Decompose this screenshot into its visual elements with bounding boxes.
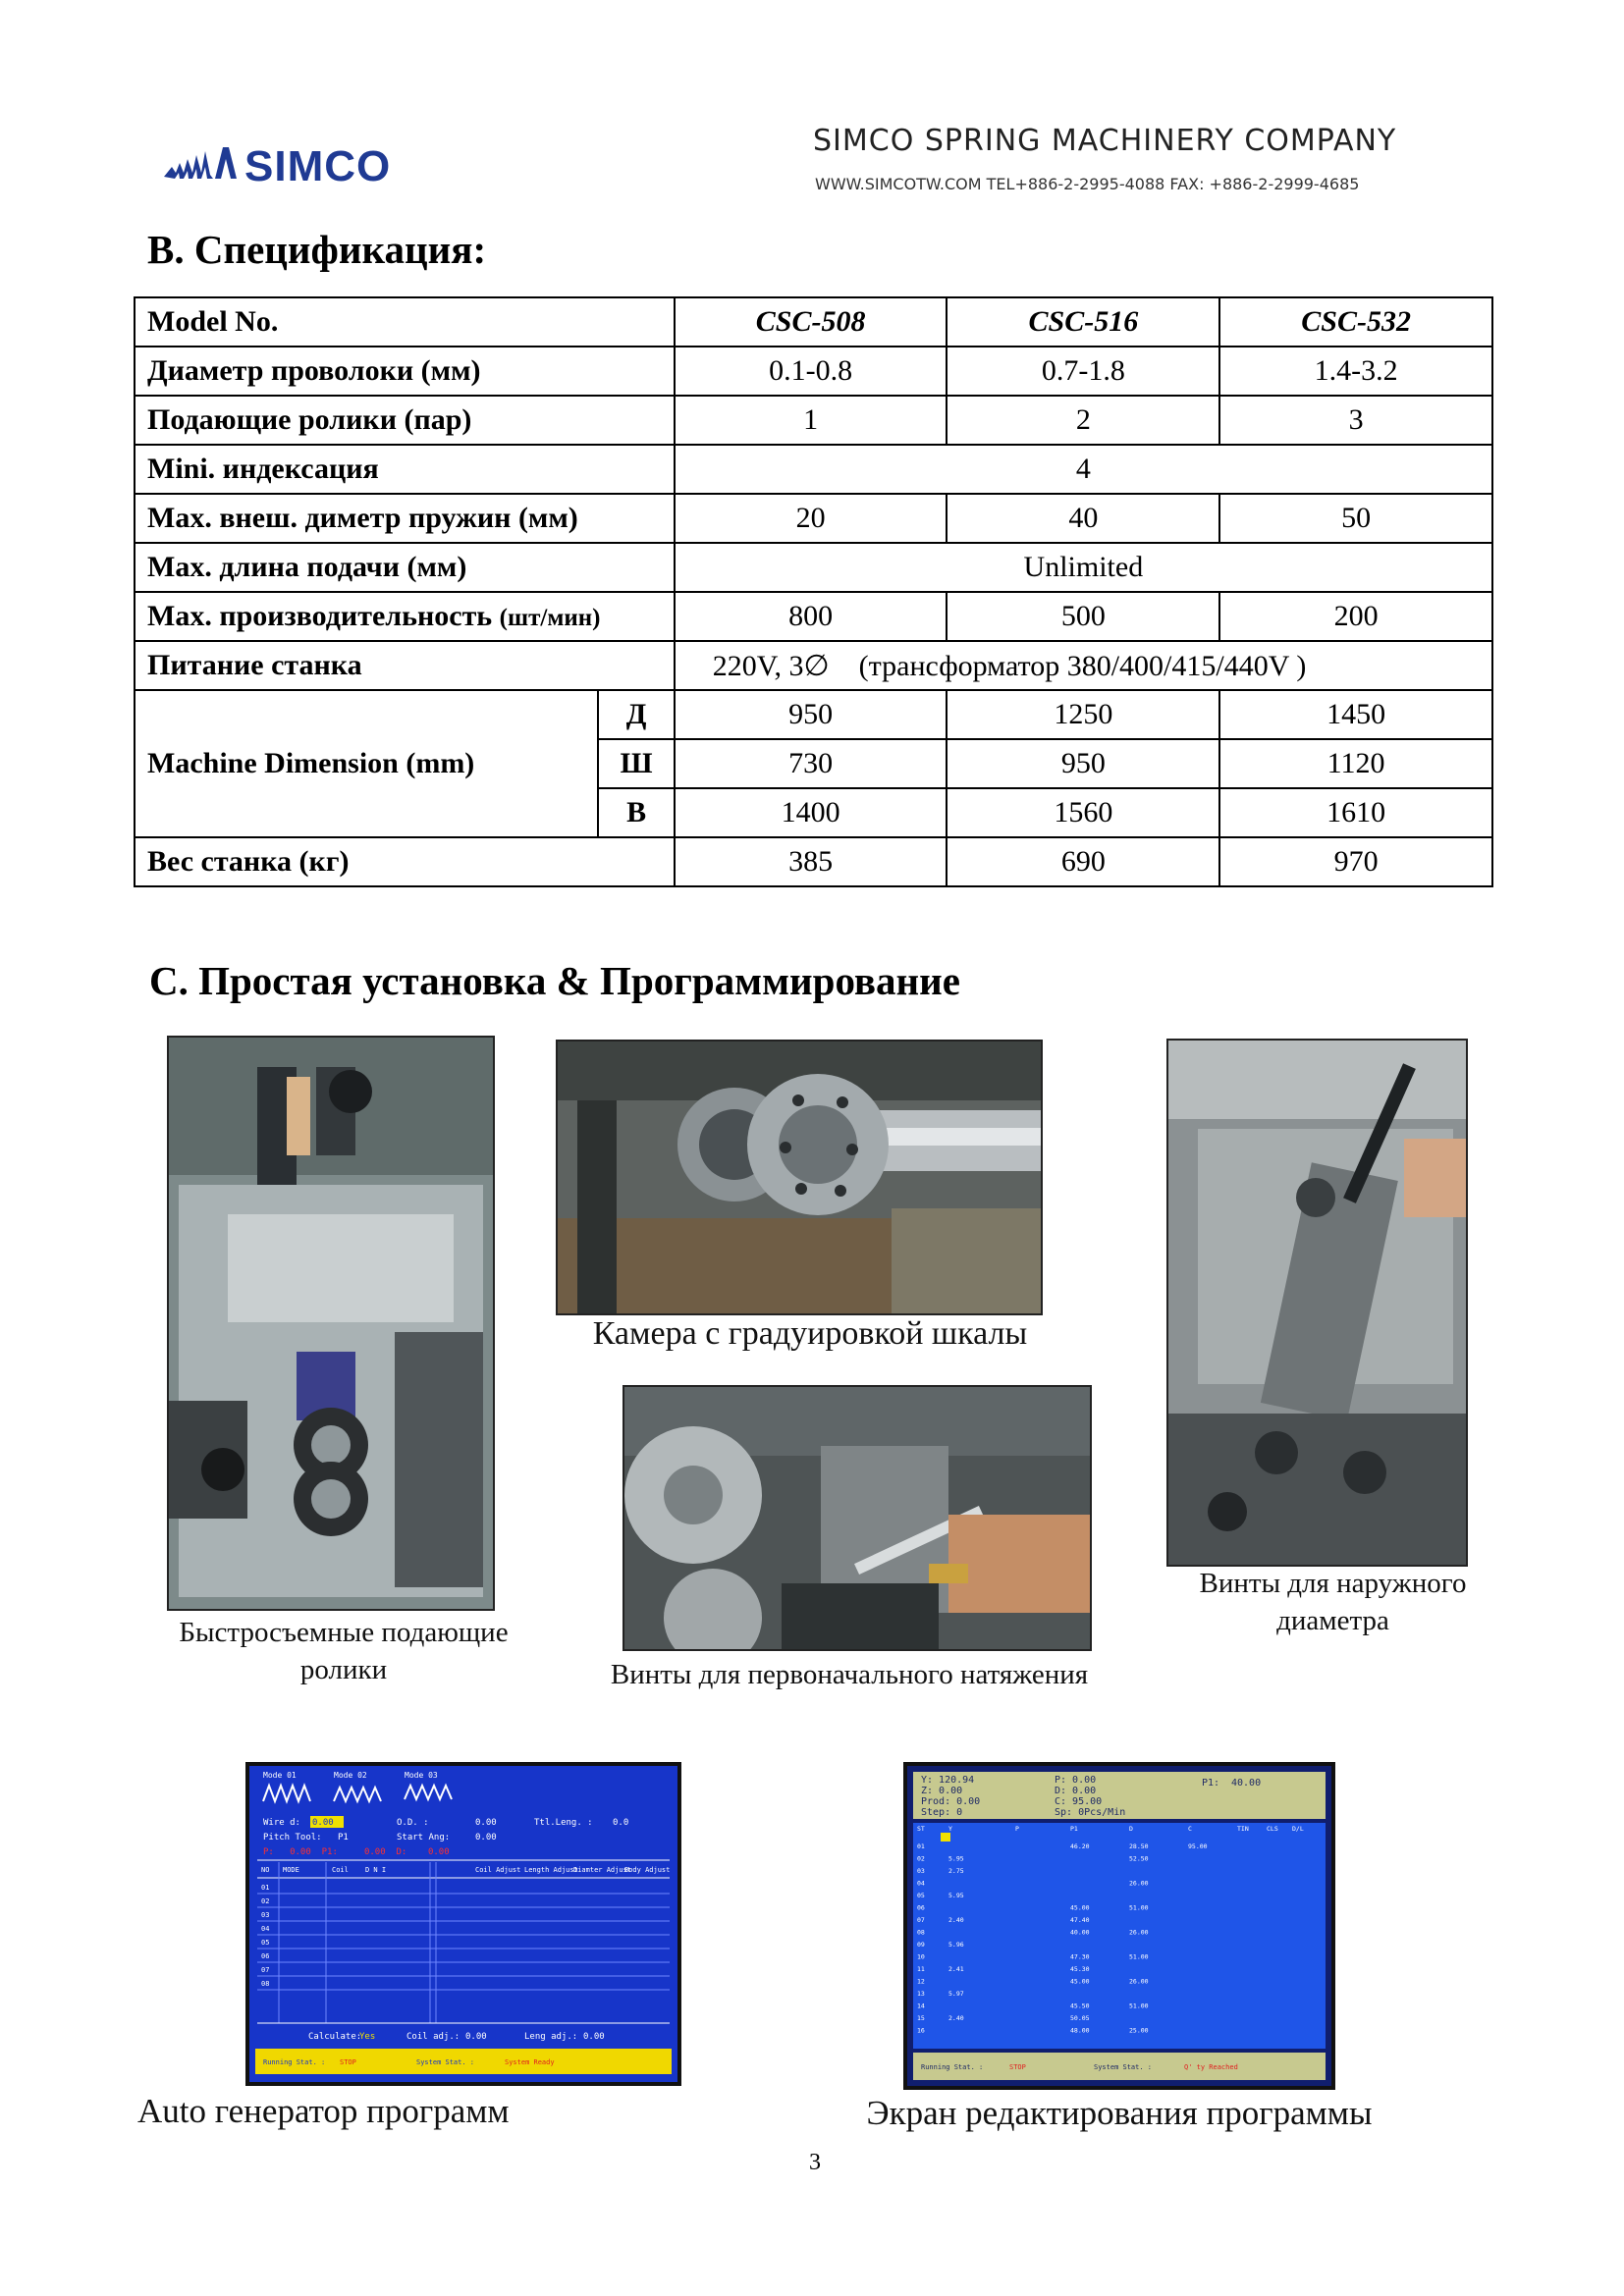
table-cell: 950 [675, 690, 947, 739]
step-number: 03 [917, 1867, 925, 1875]
step-value: 2.40 [948, 2014, 964, 2022]
coil-adj-value: 0.00 [465, 2032, 487, 2042]
ttl-label: Ttl.Leng. : [534, 1818, 593, 1828]
row-label: Max. длина подачи (мм) [135, 543, 675, 592]
system-status-value: Q' ty Reached [1184, 2063, 1238, 2071]
step-value: 5.97 [948, 1990, 964, 1998]
pitch-value: P1 [338, 1833, 349, 1842]
table-cell: 3 [1219, 396, 1492, 445]
step-number: 11 [917, 1965, 925, 1973]
dimension-axis: В [598, 788, 674, 837]
table-cell-merged: 220V, 3∅ (трансформатор 380/400/415/440V ) [675, 641, 1492, 690]
page-number: 3 [809, 2150, 821, 2175]
column-header: Diamter Adjust [573, 1866, 632, 1874]
table-cell: 1450 [1219, 690, 1492, 739]
step-number: 10 [917, 1952, 925, 1961]
step-value: 52.50 [1129, 1854, 1149, 1863]
step-value: 45.50 [1070, 2002, 1090, 2010]
step-value: 48.00 [1070, 2026, 1090, 2035]
step-value: 5.95 [948, 1854, 964, 1863]
table-cell: 1120 [1219, 739, 1492, 788]
row-label: Вес станка (кг) [135, 837, 675, 886]
table-cell-merged: 4 [675, 445, 1492, 494]
column-header: D/L [1292, 1825, 1304, 1833]
running-status-label: Running Stat. : [921, 2063, 984, 2071]
step-number: 08 [917, 1928, 925, 1937]
od-value: 0.00 [475, 1818, 497, 1828]
feed-rollers-caption: Быстросъемные подающие ролики [179, 1617, 509, 1685]
axis-readout: D: 0.00 [1055, 1786, 1097, 1796]
column-header: Length Adjust [524, 1866, 578, 1874]
p1-label: P1: [1202, 1778, 1220, 1789]
row-label: Machine Dimension (mm) [135, 690, 598, 837]
column-header: Coil [332, 1866, 349, 1874]
step-number: 04 [917, 1879, 925, 1888]
table-cell: 1610 [1219, 788, 1492, 837]
table-cell: 690 [947, 837, 1219, 886]
table-row [135, 347, 1492, 396]
edit-screen-caption: Экран редактирования программы [866, 2094, 1373, 2132]
table-cell: 970 [1219, 837, 1492, 886]
table-row [135, 837, 1492, 886]
table-cell: 0.7-1.8 [947, 347, 1219, 396]
step-number: 13 [917, 1990, 925, 1998]
od-screws-caption: Винты для наружного диаметра [1199, 1568, 1467, 1636]
table-row [135, 396, 1492, 445]
edit-program-screen [903, 1762, 1335, 2090]
step-value: 46.20 [1070, 1842, 1090, 1850]
row-number: 04 [261, 1925, 270, 1933]
table-row [135, 641, 1492, 690]
row-number: 07 [261, 1966, 270, 1974]
row-label: Max. внеш. диметр пружин (мм) [135, 494, 675, 543]
table-cell: 1 [675, 396, 947, 445]
table-cell: 20 [675, 494, 947, 543]
pos-readout: Step: 0 [921, 1807, 963, 1818]
tension-screws-photo [623, 1385, 1092, 1651]
step-number: 02 [917, 1854, 925, 1863]
step-value: 45.00 [1070, 1977, 1090, 1986]
row-label: Подающие ролики (пар) [135, 396, 675, 445]
wire-label: Wire d: [263, 1818, 300, 1828]
row-number: 05 [261, 1939, 270, 1947]
table-row [135, 445, 1492, 494]
column-header: Y [948, 1825, 952, 1833]
column-header: C [1188, 1825, 1192, 1833]
model-cell: CSC-508 [675, 297, 947, 347]
simco-logo [162, 137, 486, 196]
mode-label: Mode 03 [405, 1771, 438, 1780]
step-value: 5.96 [948, 1941, 964, 1949]
running-status-value: STOP [1009, 2063, 1026, 2071]
system-status-label: System Stat. : [1094, 2063, 1153, 2071]
company-contact: WWW.SIMCOTW.COM TEL+886-2-2995-4088 FAX: +886-2-2999-4685 [815, 175, 1360, 193]
row-label: Mini. индексация [135, 445, 675, 494]
pos-readout: Z: 0.00 [921, 1786, 963, 1796]
step-value: 26.00 [1129, 1928, 1149, 1937]
row-label [135, 592, 675, 641]
logo-text: SIMCO [244, 142, 392, 190]
table-header-row [135, 297, 1492, 347]
column-header: NO [261, 1866, 270, 1874]
start-value: 0.00 [475, 1833, 497, 1842]
auto-generator-screen [245, 1762, 681, 2086]
step-value: 45.00 [1070, 1903, 1090, 1912]
table-cell: 800 [675, 592, 947, 641]
column-header: MODE [283, 1866, 299, 1874]
step-value: 26.00 [1129, 1879, 1149, 1888]
table-cell: 385 [675, 837, 947, 886]
table-cell: 200 [1219, 592, 1492, 641]
row-number: 03 [261, 1911, 270, 1919]
row-number: 02 [261, 1897, 270, 1905]
od-screws-photo [1166, 1039, 1468, 1567]
row-label: Питание станка [135, 641, 675, 690]
p1-value: 40.00 [1231, 1778, 1262, 1789]
table-cell-merged: Unlimited [675, 543, 1492, 592]
step-number: 01 [917, 1842, 925, 1850]
system-status-value: System Ready [505, 2058, 555, 2066]
feed-rollers-photo [167, 1036, 495, 1611]
table-cell: 40 [947, 494, 1219, 543]
column-header: P [1015, 1825, 1019, 1833]
step-value: 50.05 [1070, 2014, 1090, 2022]
column-header: P1 [1070, 1825, 1078, 1833]
step-value: 5.95 [948, 1892, 964, 1899]
model-cell: CSC-532 [1219, 297, 1492, 347]
mode-label: Mode 01 [263, 1771, 297, 1780]
coil-adj-label: Coil adj.: [406, 2032, 460, 2042]
mode-label: Mode 02 [334, 1771, 367, 1780]
table-row [135, 690, 1492, 739]
table-cell: 2 [947, 396, 1219, 445]
red-values-row: P: 0.00 P1: 0.00 D: 0.00 [263, 1847, 450, 1857]
step-value: 2.41 [948, 1965, 964, 1973]
table-cell: 730 [675, 739, 947, 788]
step-number: 16 [917, 2026, 925, 2035]
pitch-label: Pitch Tool: [263, 1833, 322, 1842]
step-value: 26.00 [1129, 1977, 1149, 1986]
row-label: Диаметр проволоки (мм) [135, 347, 675, 396]
step-number: 12 [917, 1977, 925, 1986]
step-value: 51.00 [1129, 1952, 1149, 1961]
leng-adj-value: 0.00 [583, 2032, 605, 2042]
step-value: 95.00 [1188, 1842, 1208, 1850]
step-value: 45.30 [1070, 1965, 1090, 1973]
axis-readout: C: 95.00 [1055, 1796, 1103, 1807]
table-cell: 1560 [947, 788, 1219, 837]
step-value: 2.75 [948, 1867, 964, 1875]
table-row [135, 592, 1492, 641]
step-number: 14 [917, 2002, 925, 2010]
wire-value: 0.00 [312, 1818, 334, 1828]
table-row [135, 494, 1492, 543]
step-value: 40.00 [1070, 1928, 1090, 1937]
column-header: TIN [1237, 1825, 1249, 1833]
table-cell: 950 [947, 739, 1219, 788]
spec-table [134, 296, 1493, 887]
axis-readout: P: 0.00 [1055, 1775, 1097, 1786]
auto-generator-caption: Auto генератор программ [137, 2092, 510, 2130]
row-number: 08 [261, 1980, 270, 1988]
model-label: Model No. [135, 297, 675, 347]
step-number: 06 [917, 1903, 925, 1912]
section-c-title: C. Простая установка & Программирование [149, 958, 961, 1003]
step-number: 05 [917, 1892, 925, 1899]
calc-label: Calculate: [308, 2032, 362, 2042]
company-name: SIMCO SPRING MACHINERY COMPANY [813, 124, 1397, 158]
column-header: ST [917, 1825, 925, 1833]
row-label-suffix: (шт/мин) [499, 605, 601, 631]
system-status-label: System Stat. : [416, 2058, 475, 2066]
simco-logo-graphic [162, 137, 486, 196]
table-cell: 1250 [947, 690, 1219, 739]
step-value: 47.40 [1070, 1916, 1090, 1924]
column-header: D N I [365, 1866, 387, 1874]
running-status-label: Running Stat. : [263, 2058, 326, 2066]
step-value: 28.50 [1129, 1842, 1149, 1850]
step-number: 09 [917, 1941, 925, 1949]
start-label: Start Ang: [397, 1833, 451, 1842]
calc-value: Yes [359, 2032, 376, 2042]
row-number: 01 [261, 1884, 270, 1892]
column-header: Body Adjust [624, 1866, 671, 1874]
column-header: CLS [1267, 1825, 1278, 1833]
camera-photo [556, 1040, 1043, 1315]
table-cell: 0.1-0.8 [675, 347, 947, 396]
step-number: 15 [917, 2014, 925, 2022]
step-value: 51.00 [1129, 2002, 1149, 2010]
section-b-title: B. Спецификация: [147, 227, 487, 272]
column-header: D [1129, 1825, 1133, 1833]
dimension-axis: Д [598, 690, 674, 739]
table-cell: 1400 [675, 788, 947, 837]
leng-adj-label: Leng adj.: [524, 2032, 578, 2042]
step-value: 47.30 [1070, 1952, 1090, 1961]
table-cell: 50 [1219, 494, 1492, 543]
tension-screws-caption: Винты для первоначального натяжения [610, 1659, 1089, 1690]
model-cell: CSC-516 [947, 297, 1219, 347]
step-value: 25.00 [1129, 2026, 1149, 2035]
pos-readout: Y: 120.94 [921, 1775, 975, 1786]
step-value: 2.40 [948, 1916, 964, 1924]
step-number: 07 [917, 1916, 925, 1924]
row-label-text: Max. производительность [147, 600, 493, 632]
row-number: 06 [261, 1952, 270, 1960]
table-cell: 500 [947, 592, 1219, 641]
dimension-axis: Ш [598, 739, 674, 788]
table-row [135, 543, 1492, 592]
od-label: O.D. : [397, 1818, 429, 1828]
pos-readout: Prod: 0.00 [921, 1796, 981, 1807]
camera-caption: Камера с градуировкой шкалы [592, 1315, 1028, 1352]
ttl-value: 0.0 [613, 1818, 629, 1828]
axis-readout: Sp: 0Pcs/Min [1055, 1807, 1126, 1818]
column-header: Coil Adjust [475, 1866, 521, 1874]
running-status-value: STOP [340, 2058, 356, 2066]
table-cell: 1.4-3.2 [1219, 347, 1492, 396]
step-value: 51.00 [1129, 1903, 1149, 1912]
